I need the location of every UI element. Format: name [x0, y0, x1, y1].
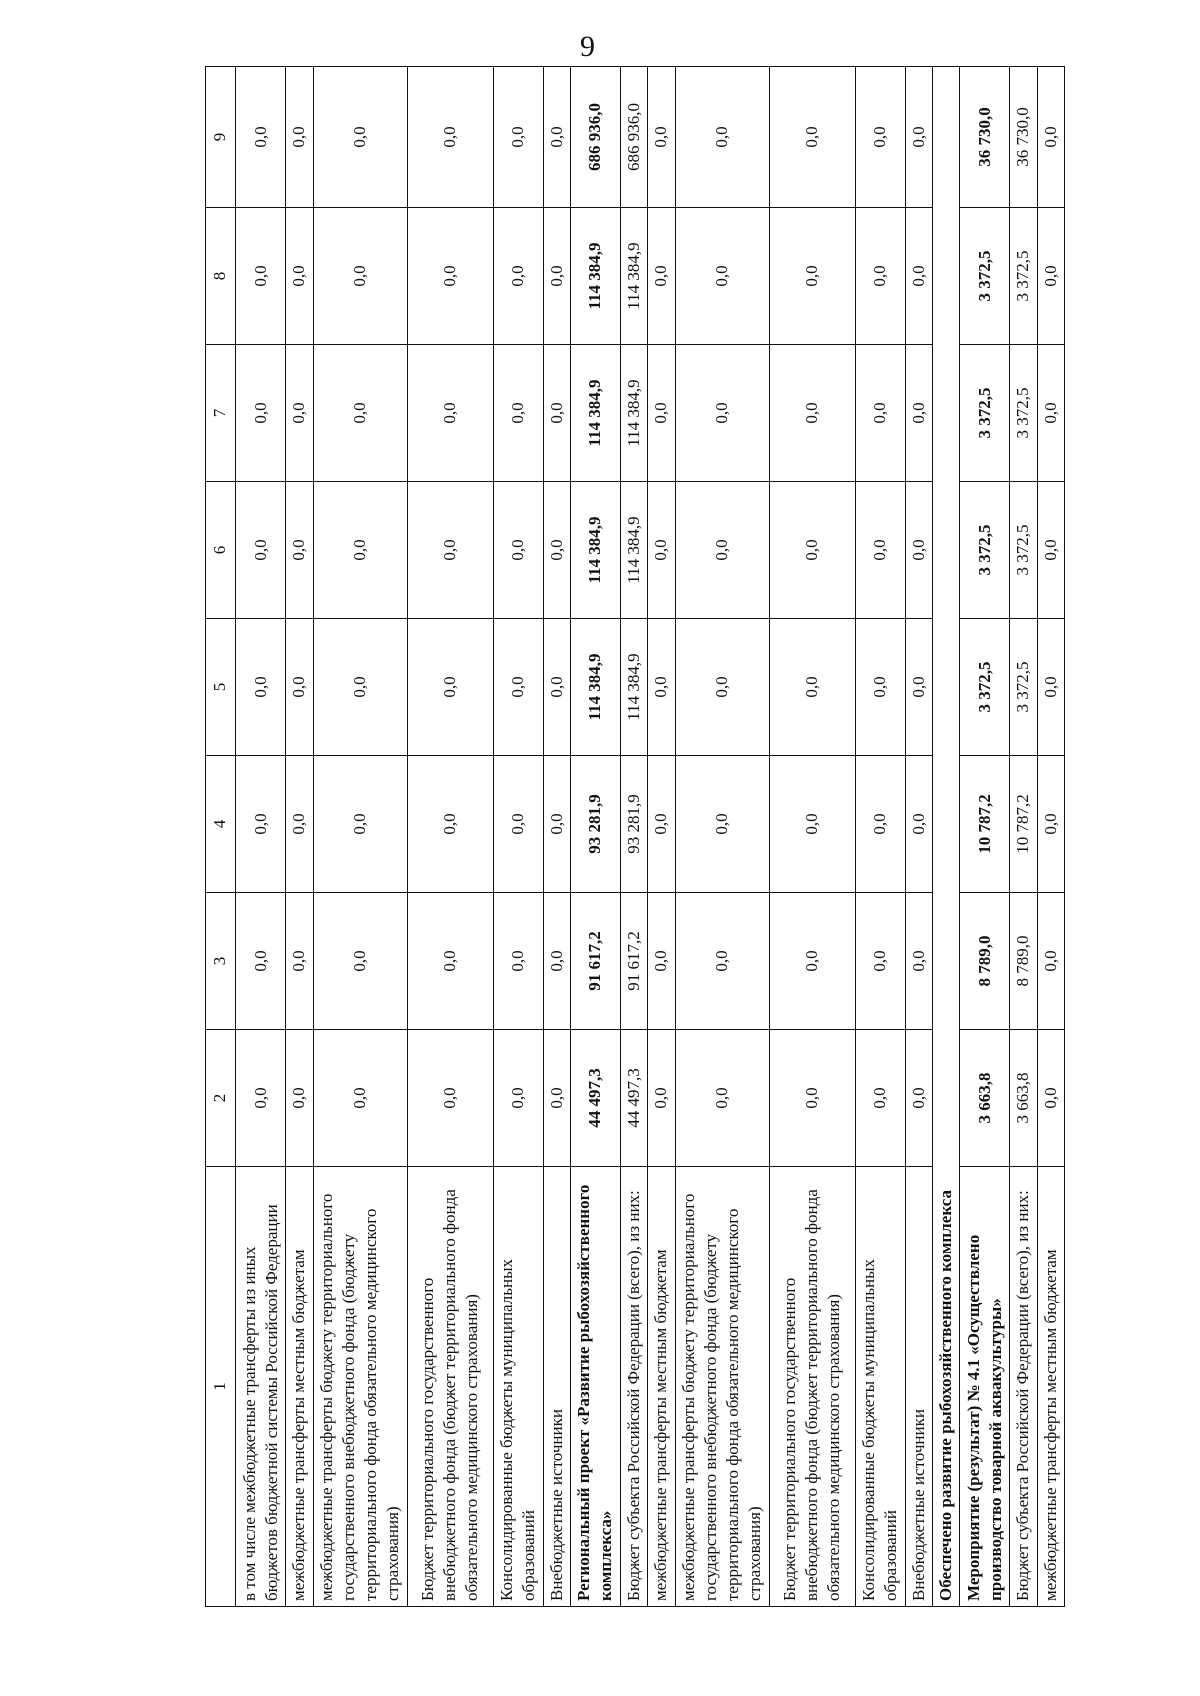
table-cell: 0,0 — [905, 756, 932, 893]
table-cell: 0,0 — [675, 67, 769, 208]
table-cell: 0,0 — [648, 208, 675, 345]
table-cell: 0,0 — [236, 756, 286, 893]
table-cell: 44 497,3 — [570, 1030, 620, 1167]
table-cell: 0,0 — [407, 67, 494, 208]
table-cell: 0,0 — [494, 208, 543, 345]
table-cell: 0,0 — [543, 619, 570, 756]
table-cell: 0,0 — [543, 756, 570, 893]
table-container — [205, 67, 1065, 1607]
table-row — [648, 67, 675, 1607]
table-row — [960, 67, 1010, 1607]
table-cell: 36 730,0 — [1010, 67, 1037, 208]
table-cell: 0,0 — [856, 893, 905, 1030]
column-header: 6 — [206, 482, 236, 619]
table-cell: 3 372,5 — [1010, 345, 1037, 482]
table-cell: 0,0 — [856, 482, 905, 619]
table-cell: 3 372,5 — [1010, 619, 1037, 756]
table-cell: 0,0 — [648, 756, 675, 893]
table-cell: 0,0 — [543, 208, 570, 345]
table-cell: 0,0 — [313, 619, 407, 756]
table-cell: 8 789,0 — [1010, 893, 1037, 1030]
table-cell: 0,0 — [675, 893, 769, 1030]
row-label: Региональный проект «Развитие рыбохозяйственного комплекса» — [570, 1167, 620, 1607]
table-cell: 0,0 — [856, 756, 905, 893]
table-cell: 0,0 — [286, 482, 313, 619]
table-cell: 3 372,5 — [1010, 482, 1037, 619]
table-cell: 0,0 — [905, 1030, 932, 1167]
table-cell: 114 384,9 — [570, 208, 620, 345]
table-cell: 114 384,9 — [570, 482, 620, 619]
table-cell: 0,0 — [1037, 756, 1064, 893]
table-cell: 0,0 — [236, 345, 286, 482]
table-cell: 0,0 — [286, 67, 313, 208]
table-cell: 10 787,2 — [1010, 756, 1037, 893]
table-row — [675, 67, 769, 1607]
table-row — [494, 67, 543, 1607]
table-cell: 0,0 — [407, 893, 494, 1030]
row-label: межбюджетные трансферты местным бюджетам — [286, 1167, 313, 1607]
table-cell: 0,0 — [407, 619, 494, 756]
table-cell: 3 663,8 — [1010, 1030, 1037, 1167]
table-cell: 0,0 — [856, 67, 905, 208]
table-cell: 0,0 — [856, 208, 905, 345]
column-header: 2 — [206, 1030, 236, 1167]
column-header: 8 — [206, 208, 236, 345]
table-cell: 0,0 — [769, 1030, 856, 1167]
table-cell: 0,0 — [494, 619, 543, 756]
table-cell: 0,0 — [407, 345, 494, 482]
table-cell: 0,0 — [905, 482, 932, 619]
table-cell: 10 787,2 — [960, 756, 1010, 893]
table-cell: 0,0 — [236, 893, 286, 1030]
table-cell: 0,0 — [648, 619, 675, 756]
table-cell: 0,0 — [494, 67, 543, 208]
table-cell: 0,0 — [407, 1030, 494, 1167]
table-cell: 0,0 — [1037, 67, 1064, 208]
row-label: межбюджетные трансферты бюджету территориального государственного внебюджетного фонда (бюджету территориального фонда обязательного медицинского страхования) — [313, 1167, 407, 1607]
table-cell: 0,0 — [286, 893, 313, 1030]
table-cell: 0,0 — [286, 756, 313, 893]
table-cell: 0,0 — [236, 67, 286, 208]
table-cell: 0,0 — [675, 1030, 769, 1167]
table-cell: 3 372,5 — [960, 208, 1010, 345]
table-cell: 0,0 — [769, 756, 856, 893]
table-row — [543, 67, 570, 1607]
row-label: Бюджет субъекта Российской Федерации (всего), из них: — [621, 1167, 648, 1607]
table-cell: 0,0 — [856, 1030, 905, 1167]
row-label: межбюджетные трансферты местным бюджетам — [648, 1167, 675, 1607]
table-cell: 3 372,5 — [960, 619, 1010, 756]
table-row — [236, 67, 286, 1607]
table-cell: 0,0 — [494, 1030, 543, 1167]
table-cell: 0,0 — [543, 1030, 570, 1167]
table-cell: 0,0 — [543, 345, 570, 482]
table-cell: 0,0 — [494, 482, 543, 619]
table-cell: 0,0 — [313, 67, 407, 208]
table-cell: 0,0 — [1037, 893, 1064, 1030]
table-cell: 114 384,9 — [621, 482, 648, 619]
table-cell: 0,0 — [648, 67, 675, 208]
table-cell: 3 663,8 — [960, 1030, 1010, 1167]
table-cell: 0,0 — [494, 345, 543, 482]
table-cell: 0,0 — [648, 1030, 675, 1167]
row-label: в том числе межбюджетные трансферты из иных бюджетов бюджетной системы Российской Федерации — [236, 1167, 286, 1607]
table-row — [286, 67, 313, 1607]
column-header: 9 — [206, 67, 236, 208]
row-label: Бюджет субъекта Российской Федерации (всего), из них: — [1010, 1167, 1037, 1607]
table-cell: 0,0 — [1037, 482, 1064, 619]
table-cell: 114 384,9 — [621, 208, 648, 345]
table-cell: 0,0 — [648, 893, 675, 1030]
table-cell: 686 936,0 — [621, 67, 648, 208]
table-cell: 0,0 — [769, 619, 856, 756]
table-cell: 0,0 — [905, 345, 932, 482]
table-cell: 114 384,9 — [570, 619, 620, 756]
table-cell: 0,0 — [856, 619, 905, 756]
table-cell: 0,0 — [675, 345, 769, 482]
row-label: Консолидированные бюджеты муниципальных образований — [494, 1167, 543, 1607]
row-label: межбюджетные трансферты бюджету территориального государственного внебюджетного фонда (бюджету территориального фонда обязательного медицинского страхования) — [675, 1167, 769, 1607]
table-cell: 0,0 — [675, 208, 769, 345]
table-cell: 0,0 — [769, 208, 856, 345]
table-row — [769, 67, 856, 1607]
table-cell: 0,0 — [769, 345, 856, 482]
table-cell: 0,0 — [675, 619, 769, 756]
row-label: Консолидированные бюджеты муниципальных образований — [856, 1167, 905, 1607]
table-cell: 114 384,9 — [621, 619, 648, 756]
table-cell: 0,0 — [1037, 619, 1064, 756]
budget-table — [205, 66, 1065, 1607]
table-cell: 8 789,0 — [960, 893, 1010, 1030]
table-cell: 0,0 — [905, 619, 932, 756]
header-row — [206, 67, 236, 1607]
table-cell: 0,0 — [313, 345, 407, 482]
table-cell: 0,0 — [769, 482, 856, 619]
table-row — [407, 67, 494, 1607]
table-cell: 3 372,5 — [960, 482, 1010, 619]
table-cell: 0,0 — [286, 619, 313, 756]
table-body — [236, 67, 1065, 1607]
row-label: межбюджетные трансферты местным бюджетам — [1037, 1167, 1064, 1607]
table-cell: 0,0 — [407, 482, 494, 619]
table-cell: 0,0 — [313, 893, 407, 1030]
table-cell: 0,0 — [1037, 208, 1064, 345]
row-label: Внебюджетные источники — [543, 1167, 570, 1607]
table-cell: 0,0 — [313, 482, 407, 619]
row-label: Бюджет территориального государственного внебюджетного фонда (бюджет территориального фонда обязательного медицинского страхования) — [769, 1167, 856, 1607]
column-header: 7 — [206, 345, 236, 482]
table-cell: 93 281,9 — [621, 756, 648, 893]
table-cell: 0,0 — [236, 482, 286, 619]
table-row — [856, 67, 905, 1607]
table-cell: 0,0 — [236, 1030, 286, 1167]
row-label: Обеспечено развитие рыбохозяйственного комплекса — [932, 67, 959, 1607]
table-cell: 114 384,9 — [570, 345, 620, 482]
table-cell: 91 617,2 — [621, 893, 648, 1030]
table-cell: 91 617,2 — [570, 893, 620, 1030]
table-row — [621, 67, 648, 1607]
table-cell: 0,0 — [905, 893, 932, 1030]
table-cell: 0,0 — [648, 482, 675, 619]
table-cell: 0,0 — [856, 345, 905, 482]
row-label: Бюджет территориального государственного внебюджетного фонда (бюджет территориального фонда обязательного медицинского страхования) — [407, 1167, 494, 1607]
table-cell: 0,0 — [313, 208, 407, 345]
table-cell: 0,0 — [236, 208, 286, 345]
table-cell: 36 730,0 — [960, 67, 1010, 208]
table-cell: 0,0 — [236, 619, 286, 756]
table-cell: 0,0 — [769, 893, 856, 1030]
table-row — [932, 67, 959, 1607]
column-header: 5 — [206, 619, 236, 756]
table-cell: 0,0 — [675, 756, 769, 893]
table-cell: 0,0 — [494, 893, 543, 1030]
table-cell: 0,0 — [313, 756, 407, 893]
table-cell: 44 497,3 — [621, 1030, 648, 1167]
table-cell: 0,0 — [407, 208, 494, 345]
table-cell: 114 384,9 — [621, 345, 648, 482]
table-cell: 0,0 — [494, 756, 543, 893]
table-row — [905, 67, 932, 1607]
table-cell: 0,0 — [648, 345, 675, 482]
table-cell: 3 372,5 — [960, 345, 1010, 482]
table-cell: 0,0 — [675, 482, 769, 619]
column-header: 3 — [206, 893, 236, 1030]
row-label: Мероприятие (результат) № 4.1 «Осуществлено производство товарной аквакультуры» — [960, 1167, 1010, 1607]
table-row — [1010, 67, 1037, 1607]
table-cell: 0,0 — [543, 482, 570, 619]
table-row — [570, 67, 620, 1607]
table-cell: 686 936,0 — [570, 67, 620, 208]
table-cell: 0,0 — [1037, 1030, 1064, 1167]
row-label: Внебюджетные источники — [905, 1167, 932, 1607]
table-cell: 0,0 — [543, 67, 570, 208]
table-cell: 0,0 — [769, 67, 856, 208]
table-cell: 0,0 — [1037, 345, 1064, 482]
column-header: 4 — [206, 756, 236, 893]
table-cell: 0,0 — [905, 67, 932, 208]
table-cell: 0,0 — [286, 208, 313, 345]
column-header: 1 — [206, 1167, 236, 1607]
table-cell: 0,0 — [286, 345, 313, 482]
table-cell: 93 281,9 — [570, 756, 620, 893]
table-cell: 0,0 — [313, 1030, 407, 1167]
table-cell: 0,0 — [286, 1030, 313, 1167]
table-cell: 0,0 — [407, 756, 494, 893]
table-cell: 3 372,5 — [1010, 208, 1037, 345]
table-row — [313, 67, 407, 1607]
page-number: 9 — [580, 30, 595, 63]
table-cell: 0,0 — [543, 893, 570, 1030]
table-row — [1037, 67, 1064, 1607]
table-cell: 0,0 — [905, 208, 932, 345]
